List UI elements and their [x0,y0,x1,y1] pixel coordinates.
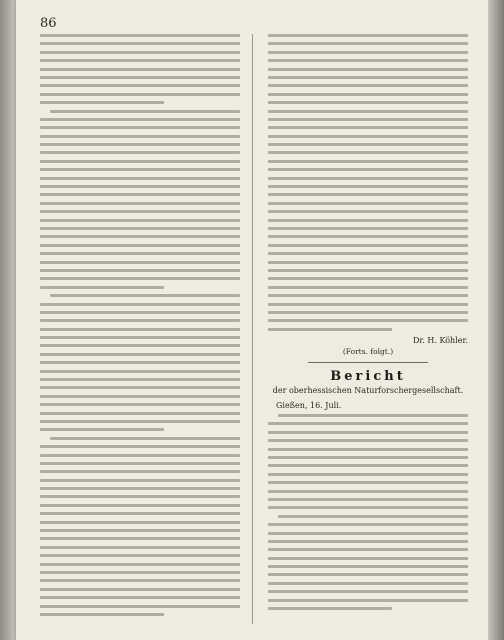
text-line [268,532,468,535]
report-heading: Bericht [330,369,406,385]
text-line [268,481,468,484]
text-line [268,506,468,509]
text-line [268,177,468,180]
text-line [268,422,468,425]
text-line [268,548,468,551]
text-line [268,490,468,493]
text-line [40,177,240,180]
text-line [268,599,468,602]
text-line [40,370,240,373]
text-line [40,269,240,272]
text-line [268,202,468,205]
text-line [268,590,468,593]
text-line [40,495,240,498]
text-line [40,135,240,138]
text-line [268,34,468,37]
text-line [268,582,468,585]
text-line [40,395,240,398]
text-line [268,269,468,272]
text-line [40,412,240,415]
text-line [268,557,468,560]
page-edge-shadow [488,0,504,640]
text-line [40,34,240,37]
text-line [268,59,468,62]
text-line [40,420,240,423]
text-line [40,151,240,154]
text-line [40,512,240,515]
text-line [40,554,240,557]
text-line [268,193,468,196]
text-line [268,294,468,297]
text-line [40,252,240,255]
text-line [40,277,240,280]
text-line [40,571,240,574]
text-line [40,101,164,104]
text-line [40,504,240,507]
text-line [40,68,240,71]
text-line [268,118,468,121]
text-line [268,185,468,188]
text-line [50,437,240,440]
text-line [40,428,164,431]
text-line [40,210,240,213]
text-line [268,93,468,96]
text-line [268,160,468,163]
text-line [40,596,240,599]
text-line [40,143,240,146]
text-line [268,431,468,434]
text-line [268,448,468,451]
text-line [40,219,240,222]
text-line [278,515,468,518]
text-line [40,361,240,364]
text-line [268,110,468,113]
text-line [268,168,468,171]
text-line [40,244,240,247]
text-line [268,607,392,610]
left-column [40,34,240,624]
document-page [16,0,488,640]
text-line [40,336,240,339]
text-line [268,464,468,467]
report-dateline: Gießen, 16. Juli. [276,401,342,411]
text-line [40,605,240,608]
text-line [268,439,468,442]
right-column [268,34,468,624]
text-line [268,498,468,501]
text-line [268,277,468,280]
text-line [40,521,240,524]
text-line [40,487,240,490]
text-line [40,328,240,331]
text-line [40,546,240,549]
text-line [40,319,240,322]
text-line [40,378,240,381]
page-number: 86 [40,16,57,31]
text-line [268,303,468,306]
text-line [268,42,468,45]
text-line [40,168,240,171]
text-line [50,110,240,113]
text-line [268,252,468,255]
text-line [268,235,468,238]
text-line [268,311,468,314]
report-subheading: der oberhessischen Naturforschergesellschaft. [272,386,464,396]
section-rule [308,362,428,363]
text-line [40,353,240,356]
text-line [268,573,468,576]
text-line [40,227,240,230]
text-line [268,286,468,289]
text-line [268,51,468,54]
text-line [40,563,240,566]
text-line [40,202,240,205]
text-line [40,403,240,406]
text-line [268,328,392,331]
report-body-text [268,414,468,610]
text-line [40,235,240,238]
text-line [40,588,240,591]
text-line [40,193,240,196]
text-line [40,286,164,289]
text-line [50,294,240,297]
text-line [40,261,240,264]
text-line [268,68,468,71]
text-line [40,160,240,163]
text-line [40,303,240,306]
text-line [40,76,240,79]
continuation-note: (Forts. folgt.) [342,347,394,357]
article-continuation-text [268,34,468,331]
text-line [40,344,240,347]
text-line [40,386,240,389]
text-line [268,151,468,154]
text-line [40,42,240,45]
author-signature: Dr. H. Köhler. [412,336,468,346]
text-line [268,540,468,543]
text-line [268,565,468,568]
text-line [40,613,164,616]
text-line [268,456,468,459]
text-line [40,479,240,482]
text-line [40,445,240,448]
text-line [40,51,240,54]
text-line [40,84,240,87]
column-divider [252,34,253,624]
text-line [268,101,468,104]
text-line [40,311,240,314]
text-line [268,135,468,138]
text-line [268,227,468,230]
text-line [268,219,468,222]
text-line [268,261,468,264]
text-line [40,126,240,129]
text-line [40,470,240,473]
text-line [268,473,468,476]
text-line [40,454,240,457]
text-line [268,126,468,129]
book-spine-shadow [0,0,16,640]
text-line [40,118,240,121]
text-line [40,529,240,532]
text-line [268,319,468,322]
text-line [40,462,240,465]
text-line [40,185,240,188]
text-line [268,523,468,526]
text-line [40,579,240,582]
text-line [278,414,468,417]
text-line [268,76,468,79]
text-line [268,143,468,146]
text-line [40,59,240,62]
text-line [268,84,468,87]
text-line [268,244,468,247]
text-line [268,210,468,213]
text-line [40,537,240,540]
text-line [40,93,240,96]
